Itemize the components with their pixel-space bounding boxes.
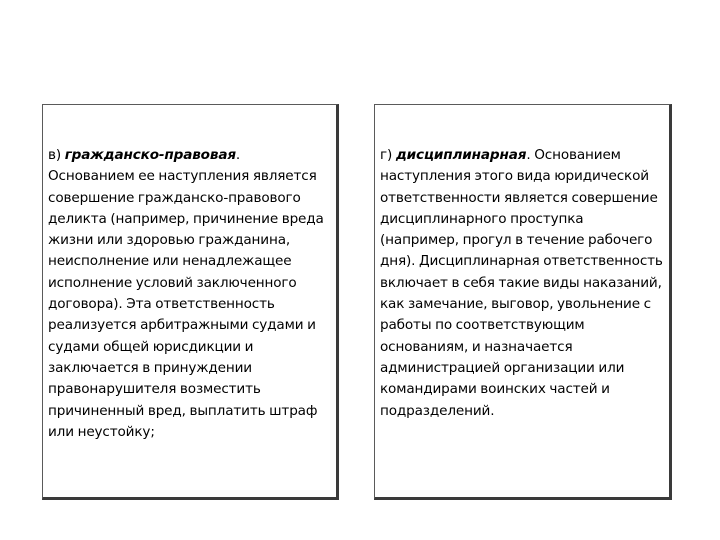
- civil-liability-term: гражданско-правовая: [64, 147, 236, 163]
- disciplinary-liability-card: [374, 104, 672, 500]
- disciplinary-liability-description: . Основанием наступления этого вида юридической ответственности является совершение дисциплинарного проступка (например, прогул в течение рабочего дня). Дисциплинарная ответственность включает в себя такие виды наказаний, как замечание, выговор, увольнение с работы по соответствующим основаниям, и назначается администрацией организации или командирами воинских частей и подразделений.: [380, 147, 663, 419]
- civil-liability-prefix: в): [48, 147, 65, 163]
- disciplinary-liability-prefix: г): [380, 147, 396, 163]
- civil-liability-description: . Основанием ее наступления является совершение гражданско-правового деликта (например, причинение вреда жизни или здоровью гражданина, неисполнение или ненадлежащее исполнение условий заключенного договора). Эта ответственность реализуется арбитражными судами и судами общей юрисдикции и заключается в принуждении правонарушителя возместить причиненный вред, выплатить штраф или неустойку;: [48, 147, 324, 440]
- disciplinary-liability-text: [380, 145, 663, 422]
- civil-liability-card: [42, 104, 339, 500]
- civil-liability-text: [48, 145, 330, 443]
- disciplinary-liability-term: дисциплинарная: [395, 147, 527, 163]
